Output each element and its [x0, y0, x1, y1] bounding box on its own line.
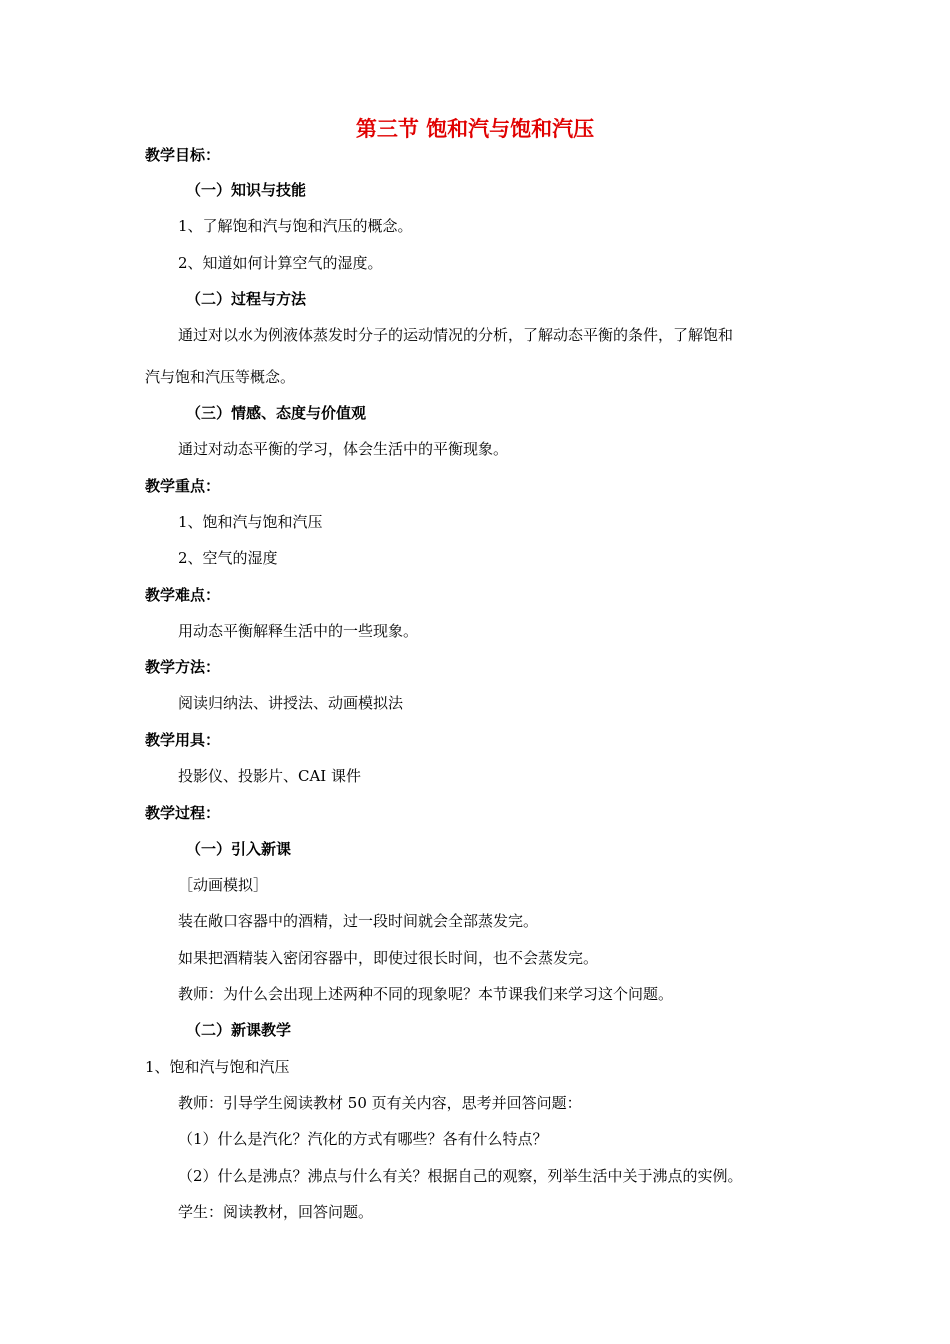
heading-teaching-goals: 教学目标： [145, 146, 221, 164]
paragraph-line: 1、饱和汽与饱和汽压 [145, 1058, 290, 1076]
paragraph-line: 教师：引导学生阅读教材 50 页有关内容，思考并回答问题： [178, 1094, 582, 1112]
paragraph-line: 2、空气的湿度 [178, 549, 278, 567]
paragraph-line: 阅读归纳法、讲授法、动画模拟法 [178, 694, 404, 712]
paragraph-line: 学生：阅读教材，回答问题。 [178, 1203, 374, 1221]
paragraph-line: 用动态平衡解释生活中的一些现象。 [178, 622, 419, 640]
paragraph-line: 1、饱和汽与饱和汽压 [178, 513, 323, 531]
heading-key-points: 教学重点： [145, 477, 221, 495]
heading-process: 教学过程： [145, 804, 221, 822]
subheading-emotion: （三）情感、态度与价值观 [186, 404, 367, 422]
paragraph-line: （1）什么是汽化？汽化的方式有哪些？各有什么特点？ [178, 1130, 548, 1148]
paragraph-line: 如果把酒精装入密闭容器中，即使过很长时间，也不会蒸发完。 [178, 949, 599, 967]
paragraph-line: 教师：为什么会出现上述两种不同的现象呢？本节课我们来学习这个问题。 [178, 985, 674, 1003]
paragraph-line: 2、知道如何计算空气的湿度。 [178, 254, 383, 272]
paragraph-line: 投影仪、投影片、CAI 课件 [178, 767, 362, 785]
heading-tools: 教学用具： [145, 731, 221, 749]
subheading-knowledge: （一）知识与技能 [186, 181, 307, 199]
paragraph-line: 装在敞口容器中的酒精，过一段时间就会全部蒸发完。 [178, 912, 539, 930]
document-title: 第三节 饱和汽与饱和汽压 [355, 117, 595, 141]
paragraph-line: 通过对动态平衡的学习，体会生活中的平衡现象。 [178, 440, 509, 458]
paragraph-line: ［动画模拟］ [178, 876, 269, 894]
heading-difficulties: 教学难点： [145, 586, 221, 604]
paragraph-line: 1、了解饱和汽与饱和汽压的概念。 [178, 217, 413, 235]
paragraph-line: 汽与饱和汽压等概念。 [145, 368, 296, 386]
subheading-new-lesson: （二）新课教学 [186, 1021, 292, 1039]
subheading-process: （二）过程与方法 [186, 290, 307, 308]
subheading-intro: （一）引入新课 [186, 840, 292, 858]
paragraph-line: 通过对以水为例液体蒸发时分子的运动情况的分析，了解动态平衡的条件，了解饱和 [178, 326, 734, 344]
heading-methods: 教学方法： [145, 658, 221, 676]
paragraph-line: （2）什么是沸点？沸点与什么有关？根据自己的观察，列举生活中关于沸点的实例。 [178, 1167, 743, 1185]
